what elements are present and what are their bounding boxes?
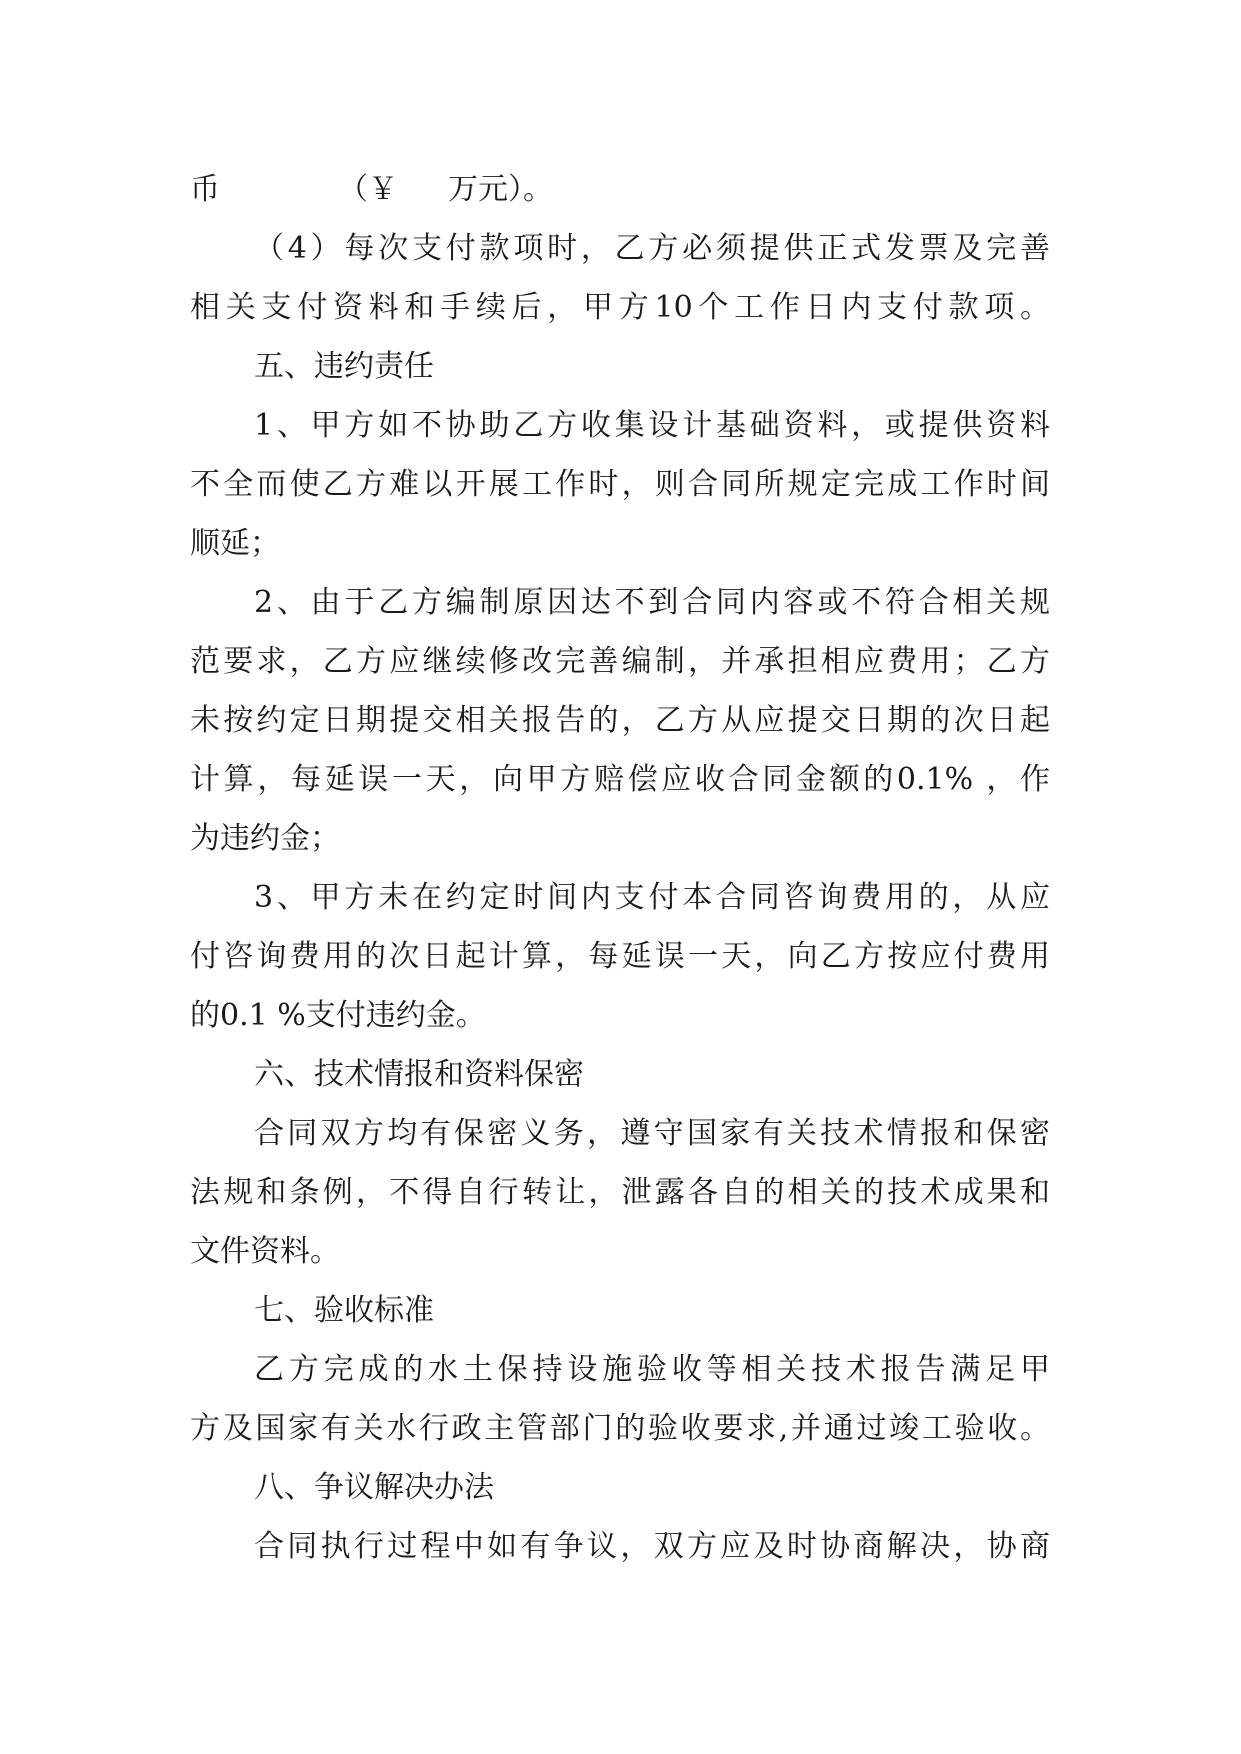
paragraph-payment-4-line-1: （4）每次支付款项时，乙方必须提供正式发票及完善 <box>254 231 1050 266</box>
acceptance-line-2: 方及国家有关水行政主管部门的验收要求,并通过竣工验收。 <box>190 1411 1050 1446</box>
clause-2-line-1: 2、由于乙方编制原因达不到合同内容或不符合相关规 <box>254 585 1050 620</box>
currency-amount-line <box>190 160 1050 219</box>
clause-1-line-2: 不全而使乙方难以开展工作时，则合同所规定完成工作时间 <box>190 467 1050 502</box>
clause-1-line-3: 顺延； <box>190 526 280 561</box>
clause-3-line-1: 3、甲方未在约定时间内支付本合同咨询费用的，从应 <box>254 880 1050 915</box>
confidentiality-line-1: 合同双方均有保密义务，遵守国家有关技术情报和保密 <box>254 1116 1050 1151</box>
paragraph-payment-4-line-2: 相关支付资料和手续后，甲方10个工作日内支付款项。 <box>190 290 1050 325</box>
acceptance-line-1: 乙方完成的水土保持设施验收等相关技术报告满足甲 <box>254 1352 1050 1387</box>
clause-3-line-2: 付咨询费用的次日起计算，每延误一天，向乙方按应付费用 <box>190 939 1050 974</box>
clause-2-line-3: 未按约定日期提交相关报告的，乙方从应提交日期的次日起 <box>190 703 1050 738</box>
yuan-symbol: （￥ <box>338 172 398 207</box>
dispute-line-1: 合同执行过程中如有争议，双方应及时协商解决，协商 <box>254 1529 1050 1564</box>
clause-1-line-1: 1、甲方如不协助乙方收集设计基础资料，或提供资料 <box>254 408 1050 443</box>
confidentiality-line-2: 法规和条例，不得自行转让，泄露各自的相关的技术成果和 <box>190 1175 1050 1210</box>
clause-3-line-3: 的0.1 %支付违约金。 <box>190 998 486 1033</box>
section-heading-dispute: 八、争议解决办法 <box>254 1470 494 1505</box>
clause-2-line-5: 为违约金； <box>190 821 340 856</box>
section-heading-acceptance: 七、验收标准 <box>254 1293 434 1328</box>
clause-2-line-4: 计算，每延误一天，向甲方赔偿应收合同金额的0.1% ，作 <box>190 762 1050 797</box>
amount-unit: 万元）。 <box>448 172 553 207</box>
currency-word: 币 <box>190 172 220 207</box>
clause-2-line-2: 范要求，乙方应继续修改完善编制，并承担相应费用；乙方 <box>190 644 1050 679</box>
document-body <box>190 160 1050 1576</box>
confidentiality-line-3: 文件资料。 <box>190 1234 340 1269</box>
section-heading-confidentiality: 六、技术情报和资料保密 <box>254 1057 584 1092</box>
section-heading-breach-liability: 五、违约责任 <box>254 349 434 384</box>
